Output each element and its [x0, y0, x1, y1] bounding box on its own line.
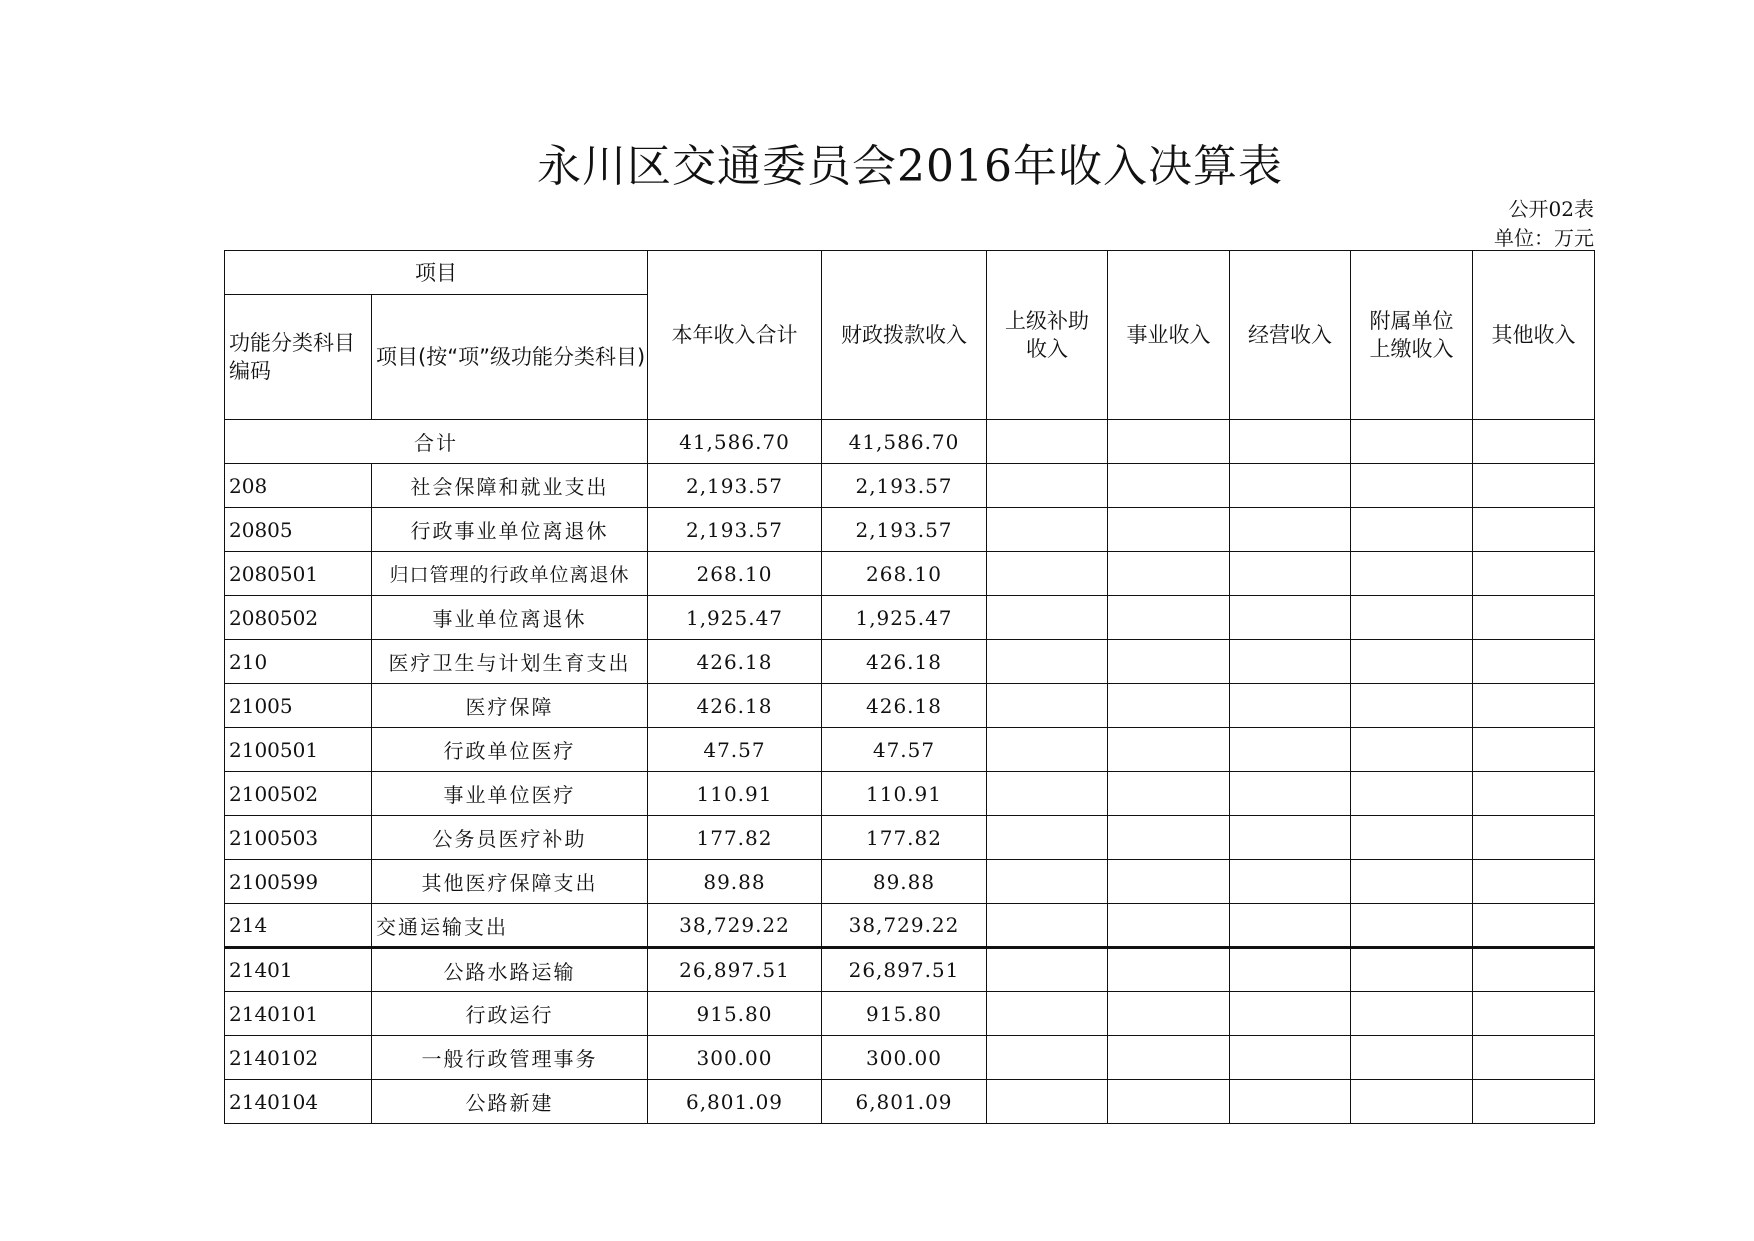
- total-income-value: 41,586.70: [648, 420, 822, 464]
- empty-cell: [987, 596, 1108, 640]
- row-total-income: 1,925.47: [648, 596, 822, 640]
- form-code: 公开02表: [1508, 197, 1594, 221]
- empty-cell: [1351, 904, 1473, 948]
- empty-cell: [1230, 464, 1351, 508]
- table-row-total: [225, 420, 1595, 464]
- empty-cell: [987, 684, 1108, 728]
- empty-cell: [1473, 816, 1595, 860]
- row-fiscal-income: 26,897.51: [822, 948, 987, 992]
- empty-cell: [1351, 684, 1473, 728]
- empty-cell: [1108, 992, 1230, 1036]
- row-name: 交通运输支出: [372, 904, 648, 948]
- row-total-income: 89.88: [648, 860, 822, 904]
- empty-cell: [1230, 816, 1351, 860]
- total-label: 合计: [225, 420, 648, 464]
- row-code: 214: [225, 904, 372, 948]
- empty-cell: [1351, 508, 1473, 552]
- empty-cell: [1230, 860, 1351, 904]
- empty-cell: [987, 552, 1108, 596]
- empty-cell: [1230, 1080, 1351, 1124]
- row-fiscal-income: 177.82: [822, 816, 987, 860]
- row-code: 2140104: [225, 1080, 372, 1124]
- row-fiscal-income: 2,193.57: [822, 508, 987, 552]
- empty-cell: [1473, 1036, 1595, 1080]
- empty-cell: [1473, 464, 1595, 508]
- empty-cell: [1108, 508, 1230, 552]
- table-row: [225, 728, 1595, 772]
- empty-cell: [987, 1036, 1108, 1080]
- row-fiscal-income: 38,729.22: [822, 904, 987, 948]
- header-func-name: 项目(按“项”级功能分类科目): [372, 295, 648, 420]
- empty-cell: [1108, 904, 1230, 948]
- row-code: 21401: [225, 948, 372, 992]
- total-fiscal-value: 41,586.70: [822, 420, 987, 464]
- table-row: [225, 684, 1595, 728]
- row-fiscal-income: 1,925.47: [822, 596, 987, 640]
- row-fiscal-income: 268.10: [822, 552, 987, 596]
- row-name: 归口管理的行政单位离退休: [372, 552, 648, 596]
- empty-cell: [1108, 684, 1230, 728]
- table-row: [225, 992, 1595, 1036]
- empty-cell: [1108, 420, 1230, 464]
- income-table: [224, 250, 1595, 1124]
- row-code: 21005: [225, 684, 372, 728]
- row-total-income: 268.10: [648, 552, 822, 596]
- header-project: 项目: [225, 251, 648, 295]
- empty-cell: [987, 904, 1108, 948]
- row-code: 2100501: [225, 728, 372, 772]
- table-row: [225, 1080, 1595, 1124]
- row-name: 医疗保障: [372, 684, 648, 728]
- table-row: [225, 508, 1595, 552]
- empty-cell: [1351, 948, 1473, 992]
- empty-cell: [1351, 640, 1473, 684]
- empty-cell: [1230, 728, 1351, 772]
- header-superior-subsidy: [987, 251, 1108, 420]
- header-other-income: 其他收入: [1473, 251, 1595, 420]
- row-fiscal-income: 6,801.09: [822, 1080, 987, 1124]
- empty-cell: [1108, 552, 1230, 596]
- row-total-income: 177.82: [648, 816, 822, 860]
- header-superior-subsidy-text: 上级补助收入: [1005, 309, 1089, 361]
- table-row: [225, 464, 1595, 508]
- row-total-income: 426.18: [648, 684, 822, 728]
- empty-cell: [1108, 640, 1230, 684]
- header-total-income: 本年收入合计: [648, 251, 822, 420]
- row-fiscal-income: 2,193.57: [822, 464, 987, 508]
- row-code: 2100502: [225, 772, 372, 816]
- empty-cell: [1108, 1036, 1230, 1080]
- row-total-income: 2,193.57: [648, 508, 822, 552]
- row-name: 医疗卫生与计划生育支出: [372, 640, 648, 684]
- empty-cell: [1473, 728, 1595, 772]
- row-fiscal-income: 47.57: [822, 728, 987, 772]
- table-row: [225, 948, 1595, 992]
- empty-cell: [987, 816, 1108, 860]
- row-name: 行政事业单位离退休: [372, 508, 648, 552]
- table-row: [225, 772, 1595, 816]
- empty-cell: [1230, 772, 1351, 816]
- empty-cell: [1230, 948, 1351, 992]
- empty-cell: [1473, 596, 1595, 640]
- row-name: 公路水路运输: [372, 948, 648, 992]
- empty-cell: [1230, 904, 1351, 948]
- page-title: 永川区交通委员会2016年收入决算表: [537, 141, 1283, 192]
- row-name: 行政运行: [372, 992, 648, 1036]
- header-affiliated-income: [1351, 251, 1473, 420]
- header-operating-income: 经营收入: [1230, 251, 1351, 420]
- empty-cell: [1230, 552, 1351, 596]
- empty-cell: [1351, 816, 1473, 860]
- row-total-income: 300.00: [648, 1036, 822, 1080]
- empty-cell: [1230, 684, 1351, 728]
- empty-cell: [1473, 860, 1595, 904]
- empty-cell: [1351, 1036, 1473, 1080]
- row-fiscal-income: 110.91: [822, 772, 987, 816]
- empty-cell: [1108, 860, 1230, 904]
- empty-cell: [1230, 508, 1351, 552]
- empty-cell: [1351, 772, 1473, 816]
- empty-cell: [987, 860, 1108, 904]
- empty-cell: [1473, 772, 1595, 816]
- empty-cell: [987, 948, 1108, 992]
- empty-cell: [1351, 464, 1473, 508]
- table-row: [225, 596, 1595, 640]
- row-name: 事业单位离退休: [372, 596, 648, 640]
- empty-cell: [1351, 596, 1473, 640]
- row-fiscal-income: 915.80: [822, 992, 987, 1036]
- empty-cell: [987, 640, 1108, 684]
- empty-cell: [1108, 596, 1230, 640]
- header-affiliated-income-text: 附属单位上缴收入: [1369, 309, 1454, 361]
- row-code: 2080502: [225, 596, 372, 640]
- row-code: 20805: [225, 508, 372, 552]
- empty-cell: [1351, 860, 1473, 904]
- empty-cell: [1473, 948, 1595, 992]
- row-total-income: 38,729.22: [648, 904, 822, 948]
- row-name: 公务员医疗补助: [372, 816, 648, 860]
- empty-cell: [1473, 904, 1595, 948]
- row-total-income: 426.18: [648, 640, 822, 684]
- empty-cell: [1351, 552, 1473, 596]
- row-code: 208: [225, 464, 372, 508]
- empty-cell: [1351, 1080, 1473, 1124]
- empty-cell: [1473, 508, 1595, 552]
- empty-cell: [987, 1080, 1108, 1124]
- empty-cell: [987, 992, 1108, 1036]
- table-body: [225, 464, 1595, 1124]
- row-name: 事业单位医疗: [372, 772, 648, 816]
- row-total-income: 915.80: [648, 992, 822, 1036]
- unit-label: 单位：万元: [1494, 226, 1594, 250]
- row-total-income: 26,897.51: [648, 948, 822, 992]
- row-total-income: 2,193.57: [648, 464, 822, 508]
- empty-cell: [1473, 1080, 1595, 1124]
- row-fiscal-income: 426.18: [822, 684, 987, 728]
- row-total-income: 47.57: [648, 728, 822, 772]
- row-code: 2140102: [225, 1036, 372, 1080]
- row-code: 2140101: [225, 992, 372, 1036]
- row-code: 2080501: [225, 552, 372, 596]
- empty-cell: [1230, 596, 1351, 640]
- empty-cell: [987, 420, 1108, 464]
- row-name: 社会保障和就业支出: [372, 464, 648, 508]
- table-row: [225, 904, 1595, 948]
- empty-cell: [987, 508, 1108, 552]
- table-row: [225, 552, 1595, 596]
- empty-cell: [1230, 640, 1351, 684]
- empty-cell: [1230, 420, 1351, 464]
- empty-cell: [987, 464, 1108, 508]
- table-row: [225, 640, 1595, 684]
- empty-cell: [1351, 992, 1473, 1036]
- empty-cell: [1108, 464, 1230, 508]
- empty-cell: [1108, 816, 1230, 860]
- header-fiscal-income: 财政拨款收入: [822, 251, 987, 420]
- empty-cell: [1473, 552, 1595, 596]
- empty-cell: [1230, 1036, 1351, 1080]
- row-total-income: 6,801.09: [648, 1080, 822, 1124]
- empty-cell: [1230, 992, 1351, 1036]
- row-code: 210: [225, 640, 372, 684]
- empty-cell: [1108, 728, 1230, 772]
- header-business-income: 事业收入: [1108, 251, 1230, 420]
- empty-cell: [1108, 948, 1230, 992]
- empty-cell: [1108, 772, 1230, 816]
- row-name: 行政单位医疗: [372, 728, 648, 772]
- empty-cell: [1473, 684, 1595, 728]
- row-name: 其他医疗保障支出: [372, 860, 648, 904]
- empty-cell: [1108, 1080, 1230, 1124]
- empty-cell: [1351, 728, 1473, 772]
- empty-cell: [1473, 640, 1595, 684]
- empty-cell: [987, 728, 1108, 772]
- row-fiscal-income: 426.18: [822, 640, 987, 684]
- empty-cell: [1473, 420, 1595, 464]
- row-fiscal-income: 89.88: [822, 860, 987, 904]
- empty-cell: [1351, 420, 1473, 464]
- table-row: [225, 1036, 1595, 1080]
- empty-cell: [987, 772, 1108, 816]
- table-row: [225, 816, 1595, 860]
- row-code: 2100599: [225, 860, 372, 904]
- row-fiscal-income: 300.00: [822, 1036, 987, 1080]
- row-name: 公路新建: [372, 1080, 648, 1124]
- row-code: 2100503: [225, 816, 372, 860]
- table-row: [225, 860, 1595, 904]
- row-name: 一般行政管理事务: [372, 1036, 648, 1080]
- header-func-code: 功能分类科目编码: [225, 295, 372, 420]
- row-total-income: 110.91: [648, 772, 822, 816]
- empty-cell: [1473, 992, 1595, 1036]
